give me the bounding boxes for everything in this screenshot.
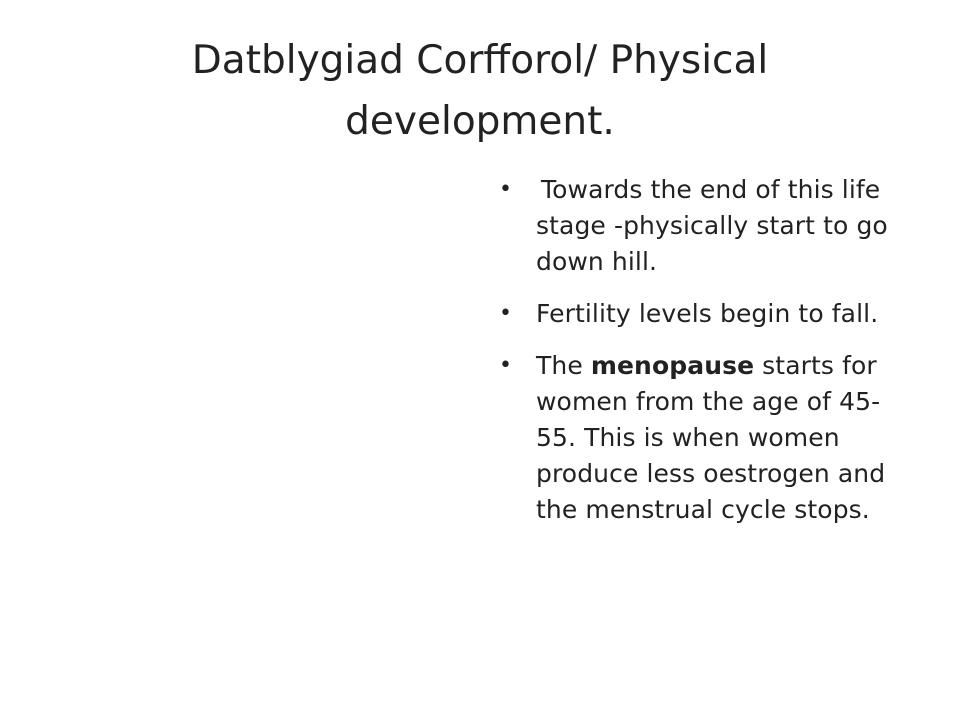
bullet-item-3 [496, 348, 916, 528]
slide-title: Datblygiad Corfforol/ Physical development. [191, 38, 769, 144]
bullet-text-1: Towards the end of this life stage -physically start to go down hill. [536, 175, 888, 276]
bullet-text-3-suffix: starts for women from the age of 45-55. This is when women produce less oestrogen and the menstrual cycle stops. [536, 351, 886, 524]
menopause-emphasis: menopause [590, 351, 755, 380]
bullet-text-3 [536, 348, 916, 528]
bullet-item-2 [496, 296, 916, 332]
bullet-text-2: Fertility levels begin to fall. [536, 299, 879, 328]
bullet-item-1 [496, 172, 916, 280]
bullet-list [496, 172, 916, 544]
bullet-point-icon: • [499, 301, 513, 326]
bullet-point-icon: • [499, 177, 513, 202]
bullet-point-icon: • [499, 353, 513, 378]
bullet-text-3-prefix: The [536, 351, 591, 380]
